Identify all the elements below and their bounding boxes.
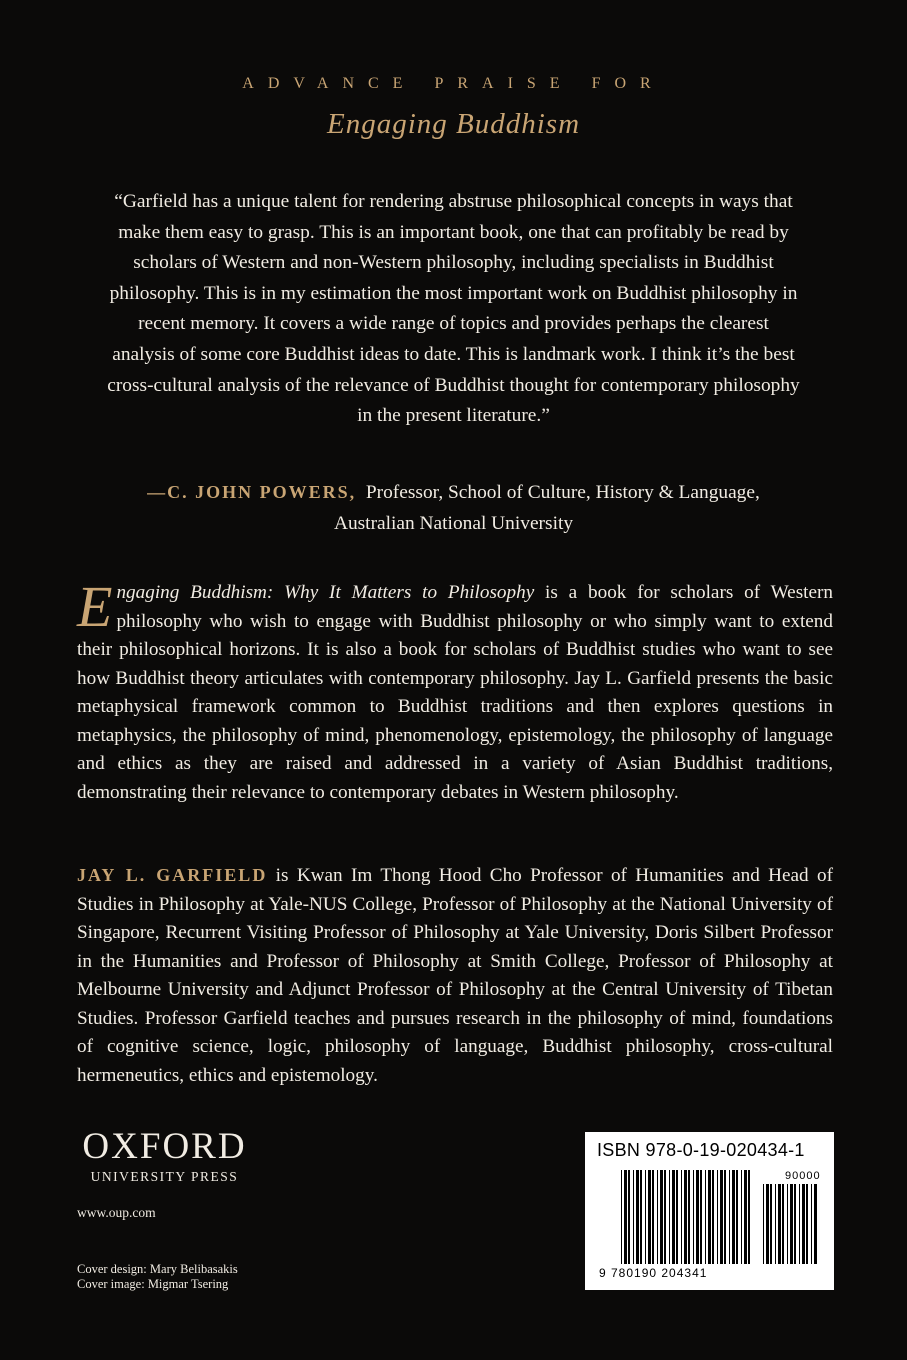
publisher-website: www.oup.com	[77, 1205, 156, 1220]
quote-attribution	[105, 477, 802, 539]
cover-image-credit: Cover image: Migmar Tsering	[77, 1277, 229, 1291]
book-description	[77, 574, 833, 807]
isbn-barcode	[585, 1132, 834, 1290]
praise-quote: “Garfield has a unique talent for rendering abstruse philosophical concepts in ways that make them easy to grasp. This is an important book, one that can profitably be read by scholars of Western and non-Western philosophy, including specialists in Buddhist philosophy. This is in my estimation the most important work on Buddhist philosophy in recent memory. It covers a wide range of topics and provides perhaps the clearest analysis of some core Buddhist ideas to date. This is landmark work. I think it’s the best cross-cultural analysis of the relevance of Buddhist thought for contemporary philosophy in the present literature.”	[107, 191, 800, 427]
description-text: is a book for scholars of Western philosophy who wish to engage with Buddhist philosophy or who simply want to extend their philosophical horizons. It is also a book for scholars of Buddhist studies who want to see how Buddhist theory articulates with contemporary philosophy. Jay L. Garfield presents the basic metaphysical framework common to Buddhist traditions and then explores questions in metaphysics, the philosophy of mind, phenomenology, epistemology, the philosophy of language and ethics as they are raised and addressed in a variety of Asian Buddhist traditions, demonstrating their relevance to contemporary debates in Western philosophy.	[77, 582, 833, 803]
book-title-heading: Engaging Buddhism	[326, 108, 581, 140]
author-name: JAY L. GARFIELD	[77, 865, 268, 885]
isbn-number: ISBN 978-0-19-020434-1	[597, 1140, 805, 1160]
attribution-name: —C. JOHN POWERS,	[147, 482, 357, 502]
logo-main-text: OXFORD	[82, 1126, 247, 1167]
author-bio-text: is Kwan Im Thong Hood Cho Professor of Humanities and Head of Studies in Philosophy at Yale-NUS College, Professor of Philosophy at the National University of Singapore, Recurrent Visiting Professor of Philosophy at Yale University, Doris Silbert Professor in the Humanities and Professor of Philosophy at Smith College, Professor of Philosophy at Melbourne University and Adjunct Professor of Philosophy at the Central University of Tibetan Studies. Professor Garfield teaches and pursues research in the philosophy of mind, foundations of cognitive science, logic, philosophy of language, Buddhist philosophy, cross-cultural hermeneutics, ethics and epistemology.	[77, 865, 833, 1086]
price-code: 90000	[785, 1170, 821, 1182]
barcode-digits: 9 780190 204341	[599, 1266, 708, 1280]
cover-credits	[77, 1262, 238, 1292]
author-bio	[77, 861, 833, 1090]
drop-cap: E	[77, 574, 113, 639]
attribution-title: Professor, School of Culture, History & Language, Australian National University	[333, 482, 760, 534]
publisher-logo	[77, 1127, 252, 1185]
description-book-title: ngaging Buddhism: Why It Matters to Philosophy	[116, 582, 535, 603]
logo-sub-text: UNIVERSITY PRESS	[90, 1169, 239, 1184]
header-kicker: ADVANCE PRAISE FOR	[242, 75, 665, 92]
cover-design-credit: Cover design: Mary Belibasakis	[77, 1262, 238, 1276]
